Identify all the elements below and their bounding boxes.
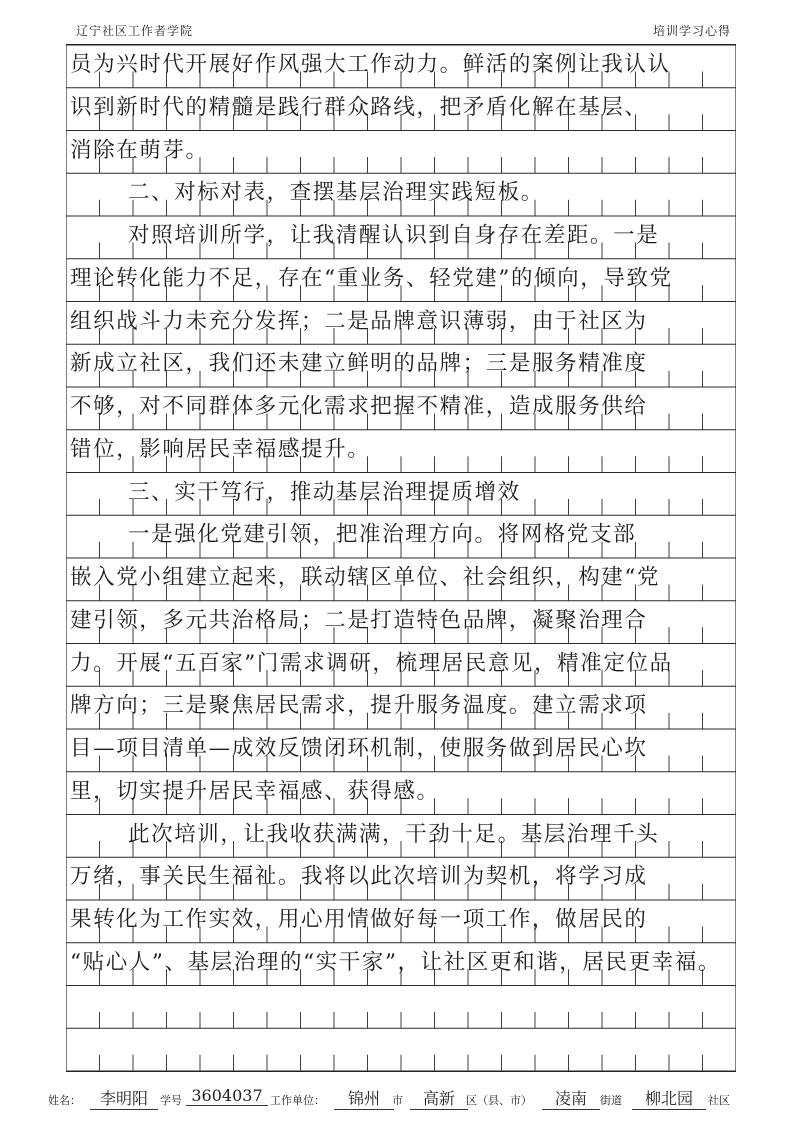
work-unit-label: 工作单位： xyxy=(270,1094,325,1107)
text-line: 三、实干笃行，推动基层治理提质增效 xyxy=(128,479,521,505)
text-line: 对照培训所学，让我清醒认识到自身存在差距。一是 xyxy=(128,223,660,248)
text-line: 此次培训，让我收获满满，干劲十足。基层治理千头 xyxy=(128,821,660,847)
text-line: 消除在萌芽。 xyxy=(70,137,209,163)
community-value: 柳北园 xyxy=(632,1086,706,1110)
text-line: 万绪，事关民生福祉。我将以此次培训为契机，将学习成 xyxy=(70,864,648,890)
text-line: 建引领，多元共治格局；二是打造特色品牌，凝聚治理合 xyxy=(70,607,648,633)
street-label: 街道 xyxy=(600,1094,622,1107)
student-id-label: 学号 xyxy=(160,1094,182,1107)
text-line: 嵌入党小组建立起来，联动辖区单位、社会组织，构建“党 xyxy=(70,565,661,590)
district-label: 区（县、市） xyxy=(466,1094,532,1107)
document-type: 培训学习心得 xyxy=(652,24,731,38)
text-line: 里，切实提升居民幸福感、获得感。 xyxy=(70,778,440,804)
institute-name: 辽宁社区工作者学院 xyxy=(76,24,194,38)
name-label: 姓名： xyxy=(48,1094,81,1107)
text-line: 错位，影响居民幸福感提升。 xyxy=(70,436,371,462)
signature-footer xyxy=(48,1088,748,1114)
text-line: 新成立社区，我们还未建立鲜明的品牌；三是服务精准度 xyxy=(70,351,648,377)
district-value: 高新 xyxy=(410,1086,468,1110)
city-value: 锦州 xyxy=(334,1086,394,1110)
city-label: 市 xyxy=(392,1094,403,1107)
text-line: 果转化为工作实效，用心用情做好每一项工作，做居民的 xyxy=(70,907,648,932)
text-line xyxy=(70,1031,734,1065)
text-line: 力。开展“五百家”门需求调研，梳理居民意见，精准定位品 xyxy=(70,650,673,676)
text-line: 组织战斗力未充分发挥；二是品牌意识薄弱，由于社区为 xyxy=(70,308,648,334)
community-label: 社区 xyxy=(708,1094,730,1107)
text-line: 牌方向；三是聚焦居民需求，提升服务温度。建立需求项 xyxy=(70,693,648,719)
text-line: 二、对标对表，查摆基层治理实践短板。 xyxy=(128,180,544,206)
text-line: 理论转化能力不足，存在“重业务、轻党建”的倾向，导致党 xyxy=(70,265,673,291)
name-value: 李明阳 xyxy=(90,1086,158,1110)
street-value: 凌南 xyxy=(542,1086,600,1110)
text-line: “贴心人”、基层治理的“实干家”，让社区更和谐，居民更幸福。 xyxy=(70,949,721,975)
text-line: 员为兴时代开展好作风强大工作动力。鲜活的案例让我认认 xyxy=(70,52,671,77)
text-line: 不够，对不同群体多元化需求把握不精准，造成服务供给 xyxy=(70,394,648,419)
text-line xyxy=(70,989,734,1023)
student-id-value: 3604037 xyxy=(186,1086,268,1106)
text-line: 识到新时代的精髓是践行群众路线，把矛盾化解在基层、 xyxy=(70,94,648,120)
text-line: 一是强化党建引领，把准治理方向。将网格党支部 xyxy=(128,522,637,548)
text-line: 目—项目清单—成效反馈闭环机制，使服务做到居民心坎 xyxy=(70,736,648,761)
